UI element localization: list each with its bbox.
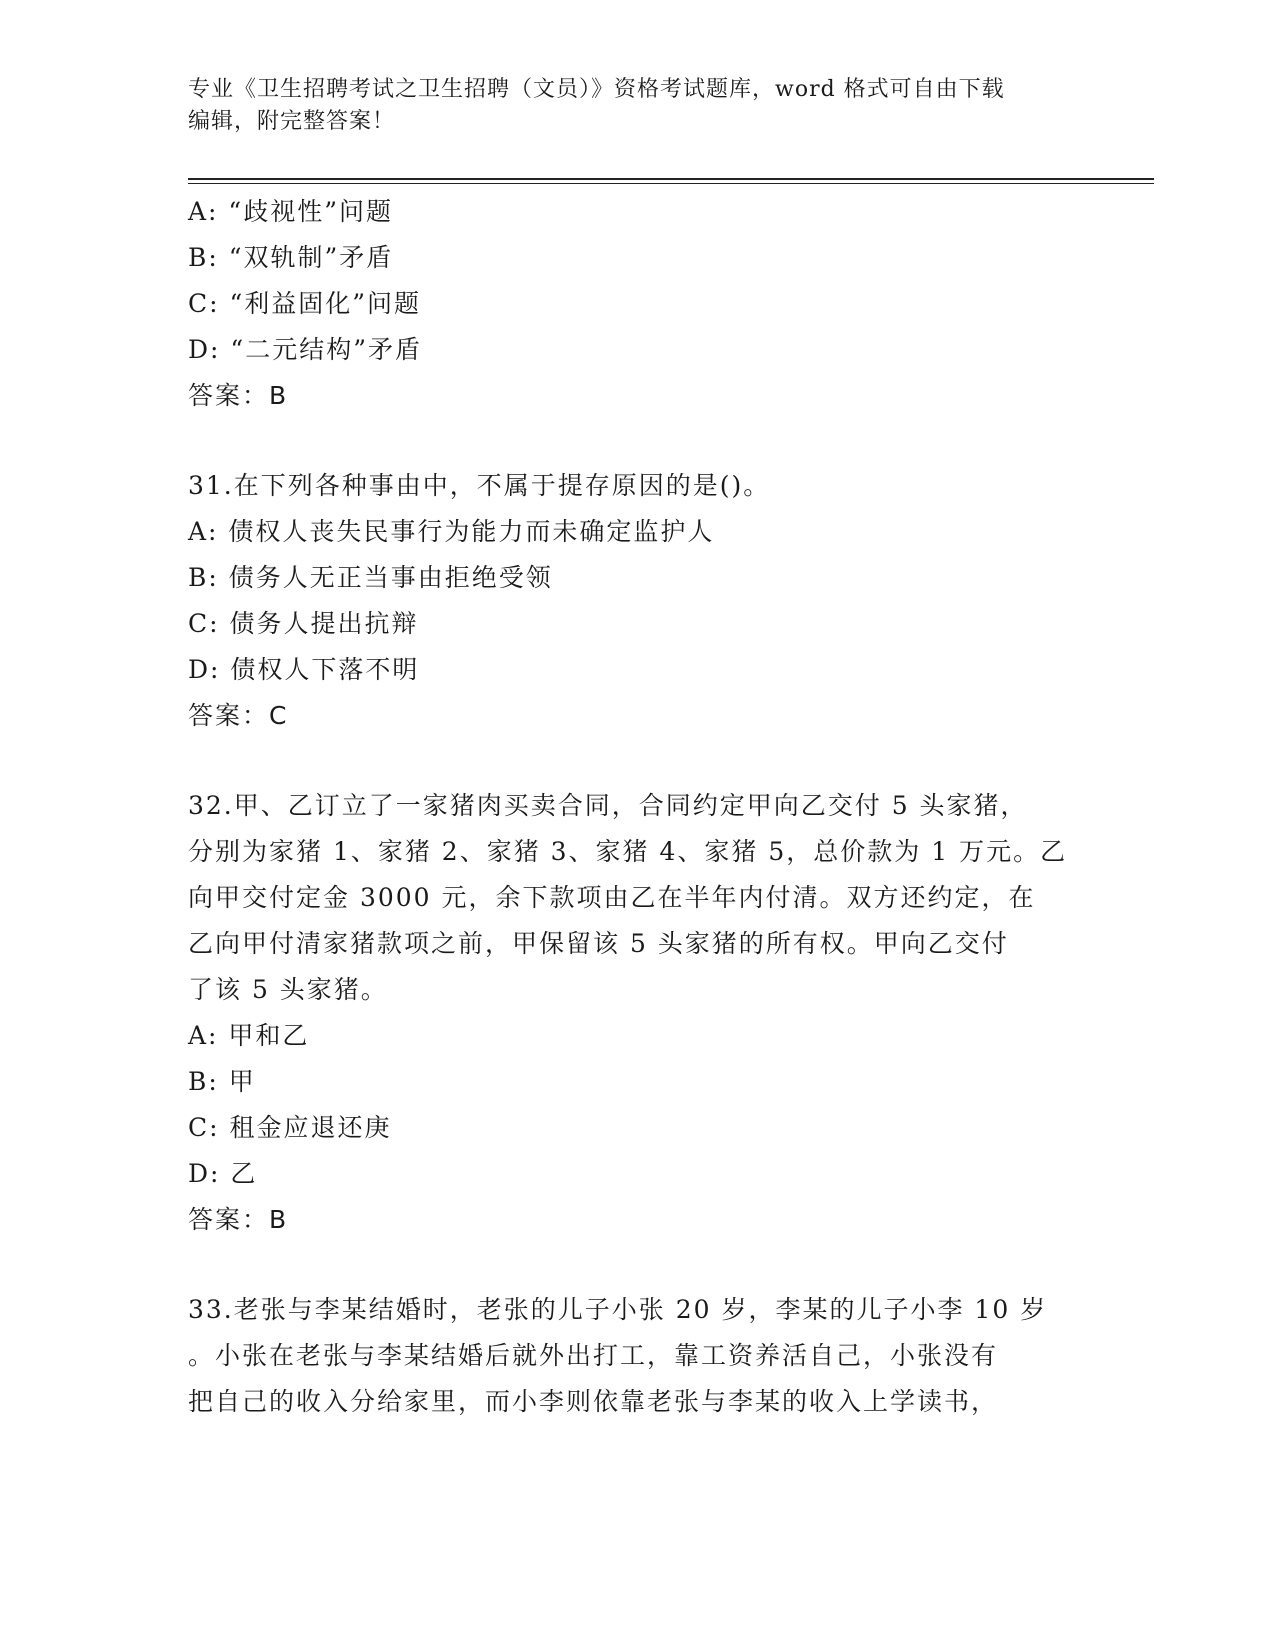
answer: 答案：B: [188, 1205, 289, 1234]
option-c: C: “利益固化”问题: [188, 289, 422, 318]
question-stem-line: 向甲交付定金 3000 元，余下款项由乙在半年内付清。双方还约定，在: [188, 883, 1036, 912]
answer: 答案：C: [188, 701, 289, 730]
option-a: A: 债权人丧失民事行为能力而未确定监护人: [188, 517, 715, 546]
spacer: [188, 419, 1088, 463]
question-stem-line: 了该 5 头家猪。: [188, 975, 388, 1004]
spacer: [188, 1243, 1088, 1287]
question-stem-line: 31.在下列各种事由中，不属于提存原因的是()。: [188, 471, 771, 500]
answer: 答案：B: [188, 381, 289, 410]
question-stem-line: 33.老张与李某结婚时，老张的儿子小张 20 岁，李某的儿子小李 10 岁: [188, 1295, 1048, 1324]
header-line-1: 专业《卫生招聘考试之卫生招聘（文员）》资格考试题库，word 格式可自由下载: [188, 77, 1005, 102]
spacer: [188, 739, 1088, 783]
question-31: [188, 463, 1088, 739]
question-stem-line: 乙向甲付清家猪款项之前，甲保留该 5 头家猪的所有权。甲向乙交付: [188, 929, 1009, 958]
option-c: C: 债务人提出抗辩: [188, 609, 419, 638]
question-30: [188, 189, 1088, 419]
option-b: B: 债务人无正当事由拒绝受领: [188, 563, 553, 592]
option-d: D: 乙: [188, 1159, 258, 1188]
option-a: A: 甲和乙: [188, 1021, 310, 1050]
header-line-2: 编辑，附完整答案！: [188, 109, 396, 134]
question-32: [188, 783, 1088, 1243]
document-header: [188, 74, 1068, 138]
option-d: D: 债权人下落不明: [188, 655, 420, 684]
question-stem-line: 分别为家猪 1、家猪 2、家猪 3、家猪 4、家猪 5，总价款为 1 万元。乙: [188, 837, 1068, 866]
option-c: C: 租金应退还庚: [188, 1113, 392, 1142]
option-b: B: 甲: [188, 1067, 256, 1096]
question-stem-line: 。小张在老张与李某结婚后就外出打工，靠工资养活自己，小张没有: [188, 1341, 999, 1370]
option-b: B: “双轨制”矛盾: [188, 243, 394, 272]
question-stem-line: 把自己的收入分给家里，而小李则依靠老张与李某的收入上学读书，: [188, 1387, 999, 1416]
header-rule-thick: [188, 178, 1154, 180]
question-list: [188, 189, 1088, 1425]
question-stem-line: 32.甲、乙订立了一家猪肉买卖合同，合同约定甲向乙交付 5 头家猪，: [188, 791, 1028, 820]
header-rule-thin: [188, 183, 1154, 184]
question-33: [188, 1287, 1088, 1425]
option-a: A: “歧视性”问题: [188, 197, 393, 226]
option-d: D: “二元结构”矛盾: [188, 335, 422, 364]
